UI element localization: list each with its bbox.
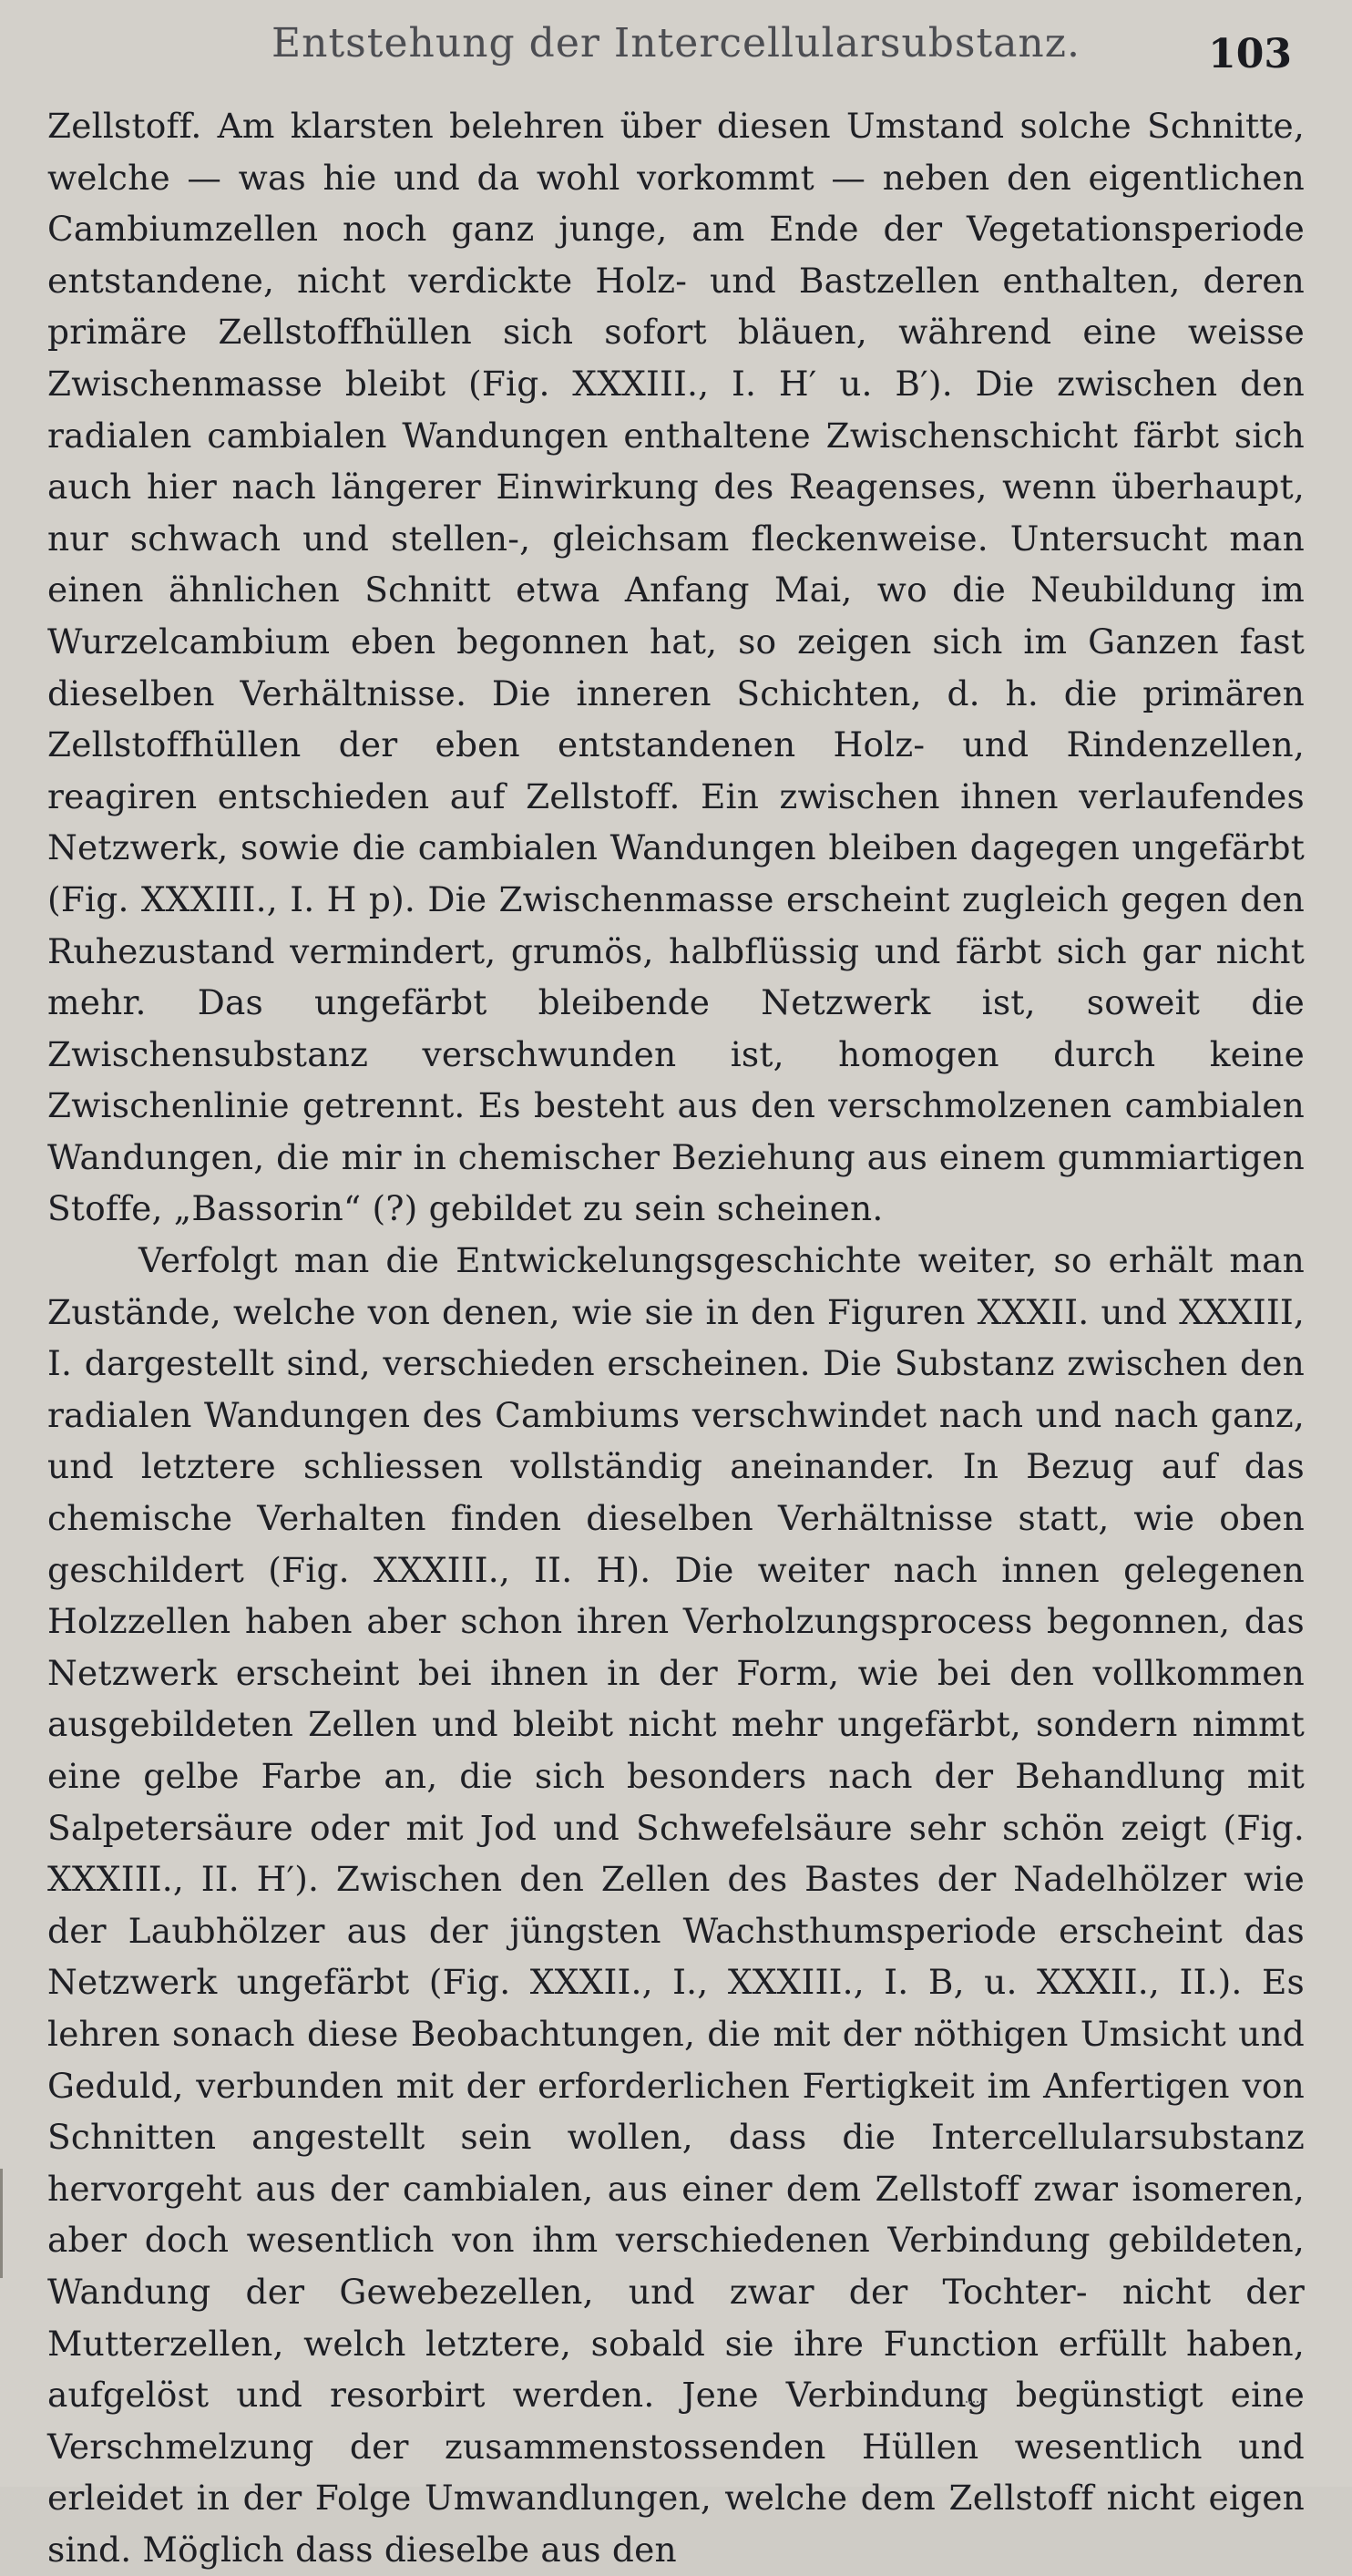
binding-edge [0, 2169, 14, 2278]
page-header [47, 18, 1305, 80]
body-text [47, 100, 1305, 2576]
paragraph: Verfolgt man die Entwickelungsgeschichte weiter, so erhält man Zustände, welche von denen, wie sie in den Figuren XXXII. und XXXIII, I. dargestellt sind, verschieden erscheinen. Die Substanz zwischen den radialen Wandungen des Cambiums verschwindet nach und nach ganz, und letztere schliessen vollständig aneinander. In Bezug auf das chemische Verhalten finden dieselben Verhältnisse statt, wie oben geschildert (Fig. XXXIII., II. H). Die weiter nach innen gelegenen Holzzellen haben aber schon ihren Verholzungsprocess begonnen, das Netzwerk erscheint bei ihnen in der Form, wie bei den vollkommen ausgebildeten Zellen und bleibt nicht mehr ungefärbt, sondern nimmt eine gelbe Farbe an, die sich besonders nach der Behandlung mit Salpetersäure oder mit Jod und Schwefelsäure sehr schön zeigt (Fig. XXXIII., II. H′). Zwischen den Zellen des Bastes der Nadelhölzer wie der Laubhölzer aus der jüngsten Wachsthumsperiode erscheint das Netzwerk ungefärbt (Fig. XXXII., I., XXXIII., I. B, u. XXXII., II.). Es lehren sonach diese Beobachtungen, die mit der nöthigen Umsicht und Geduld, verbunden mit der erforderlichen Fertigkeit im Anfertigen von Schnitten angestellt sein wollen, dass die Intercellularsubstanz hervorgeht aus der cambialen, aus einer dem Zellstoff zwar isomeren, aber doch wesentlich von ihm verschiedenen Verbindung gebildeten, Wandung der Gewebezellen, und zwar der Tochter- nicht der Mutterzellen, welch letztere, sobald sie ihre Function erfüllt haben, aufgelöst und resorbirt werden. Jene Verbindung begünstigt eine Verschmelzung der zusammenstossenden Hüllen wesentlich und erleidet in der Folge Umwandlungen, welche dem Zellstoff nicht eigen sind. Möglich dass dieselbe aus den [47, 1240, 1305, 2570]
paragraph-continued: Zellstoff. Am klarsten belehren über diesen Umstand solche Schnitte, welche — was hie und da wohl vorkommt — neben den eigentlichen Cambiumzellen noch ganz junge, am Ende der Vegetationsperiode entstandene, nicht verdickte Holz- und Bastzellen enthalten, deren primäre Zellstoffhüllen sich sofort bläuen, während eine weisse Zwischenmasse bleibt (Fig. XXXIII., I. H′ u. B′). Die zwischen den radialen cambialen Wandungen enthaltene Zwischenschicht färbt sich auch hier nach längerer Einwirkung des Reagenses, wenn überhaupt, nur schwach und stellen-, gleichsam fleckenweise. Untersucht man einen ähnlichen Schnitt etwa Anfang Mai, wo die Neubildung im Wurzelcambium eben begonnen hat, so zeigen sich im Ganzen fast dieselben Verhältnisse. Die inneren Schichten, d. h. die primären Zellstoffhüllen der eben entstandenen Holz- und Rindenzellen, reagiren entschieden auf Zellstoff. Ein zwischen ihnen verlaufendes Netzwerk, sowie die cambialen Wandungen bleiben dagegen ungefärbt (Fig. XXXIII., I. H p). Die Zwischenmasse erscheint zugleich gegen den Ruhezustand vermindert, grumös, halbflüssig und färbt sich gar nicht mehr. Das ungefärbt bleibende Netzwerk ist, soweit die Zwischensubstanz verschwunden ist, homogen durch keine Zwischenlinie getrennt. Es besteht aus den verschmolzenen cambialen Wandungen, die mir in chemischer Beziehung aus einem gummiartigen Stoffe, „Bassorin“ (?) gebildet zu sein scheinen. [47, 106, 1305, 1229]
page-number: 103 [1208, 31, 1292, 77]
print-mark [966, 2401, 982, 2408]
running-head: Entstehung der Intercellularsubstanz. [271, 20, 1081, 67]
